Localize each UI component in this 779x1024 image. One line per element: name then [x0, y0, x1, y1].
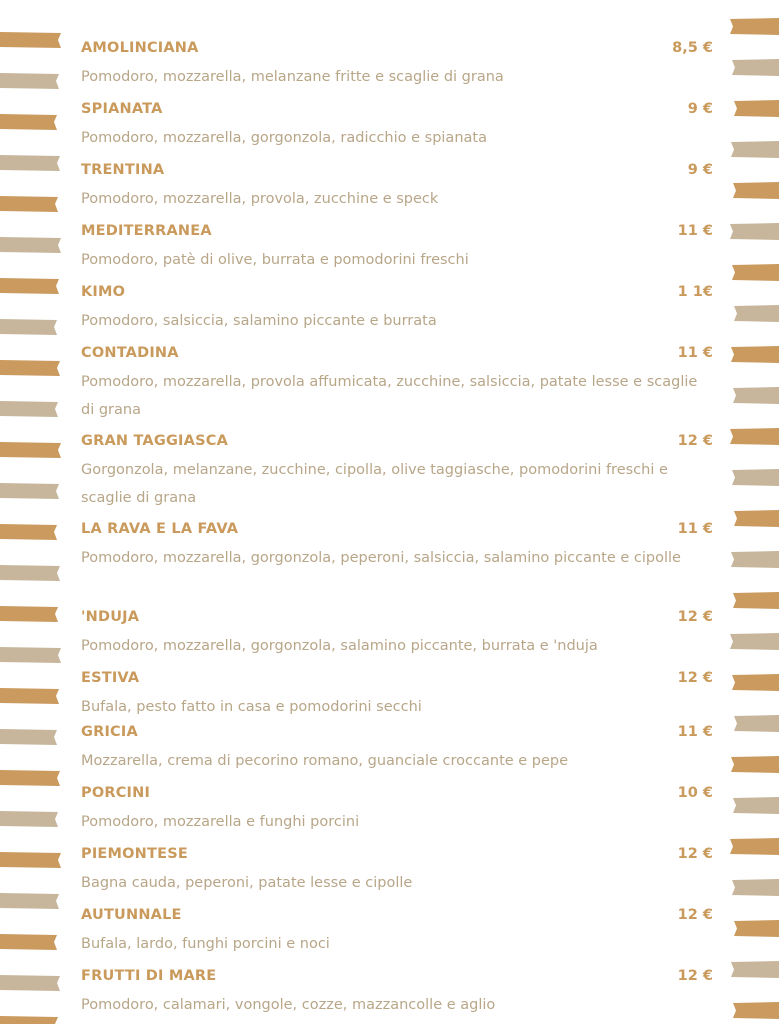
item-name: ESTIVA: [81, 670, 140, 686]
stripe: [0, 114, 57, 130]
item-name: GRAN TAGGIASCA: [81, 433, 228, 449]
menu-item: [81, 521, 713, 573]
menu-item: [81, 162, 713, 214]
stripe: [730, 223, 779, 240]
menu-item: [81, 724, 713, 776]
decorative-stripes-right: [729, 0, 779, 1024]
menu-item: [81, 101, 713, 153]
stripe: [0, 155, 60, 171]
item-name: FRUTTI DI MARE: [81, 968, 217, 984]
stripe: [0, 401, 58, 417]
item-name: 'NDUJA: [81, 609, 140, 625]
stripe: [0, 975, 60, 991]
item-price: 12 €: [677, 609, 713, 625]
stripe: [731, 551, 779, 568]
stripe: [0, 893, 59, 909]
item-name: SPIANATA: [81, 101, 163, 117]
menu-item: [81, 670, 713, 722]
stripe: [732, 59, 779, 76]
stripe: [730, 18, 779, 35]
menu-item: [81, 968, 713, 1020]
item-description: Gorgonzola, melanzane, zucchine, cipolla, olive taggiasche, pomodorini freschi e scaglie di grana: [81, 462, 668, 506]
item-description: Bagna cauda, peperoni, patate lesse e cipolle: [81, 875, 413, 891]
item-description: Pomodoro, mozzarella, gorgonzola, salamino piccante, burrata e 'nduja: [81, 638, 598, 654]
stripe: [0, 73, 59, 89]
stripe: [733, 797, 779, 814]
stripe: [0, 811, 58, 827]
item-description: Bufala, lardo, funghi porcini e noci: [81, 936, 330, 952]
item-price: 11 €: [677, 521, 713, 537]
stripe: [0, 32, 61, 48]
menu-item: [81, 284, 713, 336]
stripe: [731, 961, 779, 978]
menu-item: [81, 846, 713, 898]
item-description: Pomodoro, mozzarella e funghi porcini: [81, 814, 360, 830]
stripe: [730, 633, 779, 650]
item-name: LA RAVA E LA FAVA: [81, 521, 239, 537]
item-name: TRENTINA: [81, 162, 165, 178]
item-price: 1 1€: [677, 284, 713, 300]
stripe: [0, 524, 57, 540]
item-price: 12 €: [677, 907, 713, 923]
stripe: [732, 879, 779, 896]
stripe: [0, 565, 60, 581]
stripe: [0, 934, 57, 950]
item-price: 12 €: [677, 846, 713, 862]
menu-item: [81, 609, 713, 661]
stripe: [732, 264, 779, 281]
stripe: [733, 592, 779, 609]
stripe: [730, 428, 779, 445]
item-description: Pomodoro, mozzarella, gorgonzola, radicchio e spianata: [81, 130, 487, 146]
decorative-stripes-left: [0, 0, 62, 1024]
stripe: [0, 770, 60, 786]
stripe: [0, 196, 58, 212]
stripe: [0, 606, 58, 622]
item-description: Pomodoro, calamari, vongole, cozze, mazzancolle e aglio: [81, 997, 496, 1013]
item-price: 9 €: [687, 101, 713, 117]
stripe: [732, 469, 779, 486]
item-description: Mozzarella, crema di pecorino romano, guanciale croccante e pepe: [81, 753, 569, 769]
stripe: [731, 756, 779, 773]
stripe: [734, 715, 779, 732]
stripe: [731, 346, 779, 363]
item-price: 11 €: [677, 345, 713, 361]
item-description: Pomodoro, salsiccia, salamino piccante e burrata: [81, 313, 437, 329]
stripe: [0, 278, 59, 294]
stripe: [0, 483, 59, 499]
stripe: [734, 920, 779, 937]
item-price: 12 €: [677, 968, 713, 984]
item-name: PORCINI: [81, 785, 151, 801]
stripe: [734, 510, 779, 527]
menu-item: [81, 345, 713, 424]
stripe: [733, 182, 779, 199]
stripe: [733, 387, 779, 404]
stripe: [731, 141, 779, 158]
item-name: MEDITERRANEA: [81, 223, 212, 239]
menu-item: [81, 40, 713, 92]
stripe: [0, 688, 59, 704]
item-name: PIEMONTESE: [81, 846, 188, 862]
item-description: Pomodoro, mozzarella, melanzane fritte e scaglie di grana: [81, 69, 504, 85]
stripe: [730, 838, 779, 855]
item-name: CONTADINA: [81, 345, 179, 361]
item-name: GRICIA: [81, 724, 138, 740]
stripe: [0, 237, 61, 253]
stripe: [734, 305, 779, 322]
item-price: 11 €: [677, 223, 713, 239]
item-description: Bufala, pesto fatto in casa e pomodorini secchi: [81, 699, 422, 715]
menu-item: [81, 433, 713, 512]
stripe: [0, 852, 61, 868]
item-price: 11 €: [677, 724, 713, 740]
stripe: [0, 1016, 58, 1024]
stripe: [0, 647, 61, 663]
item-price: 8,5 €: [672, 40, 713, 56]
item-description: Pomodoro, patè di olive, burrata e pomodorini freschi: [81, 252, 469, 268]
item-name: AMOLINCIANA: [81, 40, 199, 56]
item-name: AUTUNNALE: [81, 907, 182, 923]
stripe: [734, 100, 779, 117]
item-description: Pomodoro, mozzarella, provola affumicata, zucchine, salsiccia, patate lesse e scaglie di grana: [81, 374, 698, 418]
stripe: [732, 674, 779, 691]
stripe: [0, 360, 60, 376]
menu-item: [81, 223, 713, 275]
item-description: Pomodoro, mozzarella, gorgonzola, peperoni, salsiccia, salamino piccante e cipolle: [81, 550, 681, 566]
menu-item: [81, 907, 713, 959]
item-price: 10 €: [677, 785, 713, 801]
item-price: 12 €: [677, 433, 713, 449]
stripe: [733, 1002, 779, 1019]
stripe: [0, 442, 61, 458]
stripe: [0, 729, 57, 745]
item-name: KIMO: [81, 284, 126, 300]
item-price: 9 €: [687, 162, 713, 178]
menu-item: [81, 785, 713, 837]
item-price: 12 €: [677, 670, 713, 686]
item-description: Pomodoro, mozzarella, provola, zucchine e speck: [81, 191, 439, 207]
stripe: [0, 319, 57, 335]
